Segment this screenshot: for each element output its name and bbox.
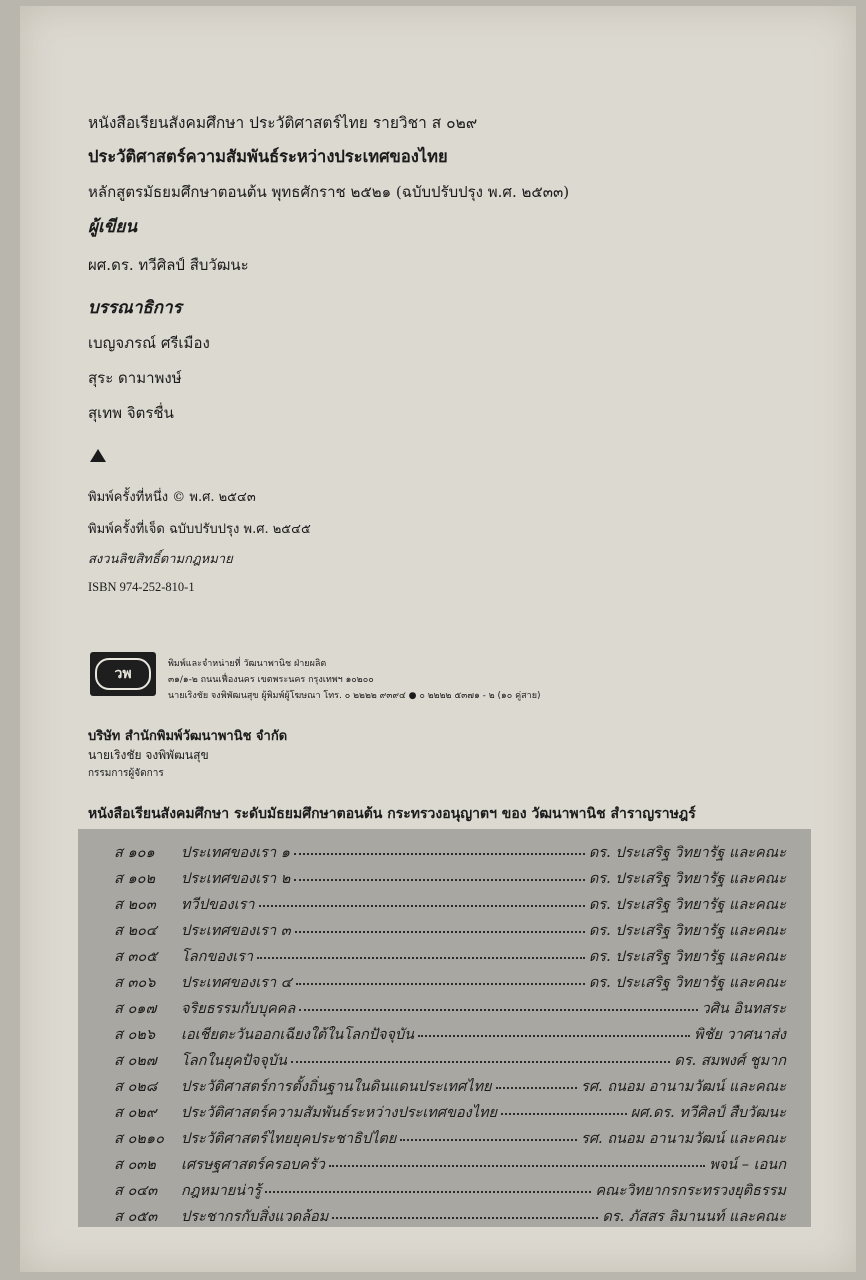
book-author: ดร. ประเสริฐ วิทยารัฐ และคณะ: [588, 923, 786, 939]
book-title-item: ประเทศของเรา ๔: [181, 975, 292, 991]
editor-name: สุระ ดามาพงษ์: [88, 369, 182, 387]
printer-address: ๓๑/๑-๒ ถนนเฟื่องนคร เขตพระนคร กรุงเทพฯ ๑๐๒๐๐: [168, 675, 374, 685]
list-item: [78, 1097, 811, 1123]
book-author: ดร. ประเสริฐ วิทยารัฐ และคณะ: [588, 949, 786, 965]
book-author: พิชัย วาศนาส่ง: [694, 1027, 786, 1043]
leader-dots: [294, 853, 585, 855]
book-page: [20, 6, 856, 1272]
book-title: ประวัติศาสตร์ความสัมพันธ์ระหว่างประเทศของไทย: [88, 147, 448, 166]
book-author: รศ. ถนอม อานามวัฒน์ และคณะ: [581, 1079, 786, 1095]
book-author: ดร. ประเสริฐ วิทยารัฐ และคณะ: [588, 897, 786, 913]
book-title-item: ประวัติศาสตร์ความสัมพันธ์ระหว่างประเทศของไทย: [181, 1105, 498, 1121]
list-item: [78, 863, 811, 889]
printer-line: พิมพ์และจำหน่ายที่ วัฒนาพานิช ฝ่ายผลิต: [168, 659, 327, 669]
company-person: นายเริงชัย จงพิพัฒนสุข: [88, 748, 209, 762]
triangle-icon: [90, 449, 106, 462]
book-code: ส ๑๐๒: [114, 871, 156, 887]
list-item: [78, 915, 811, 941]
leader-dots: [501, 1113, 627, 1115]
book-list: [78, 829, 811, 1227]
book-code: ส ๐๒๙: [114, 1105, 157, 1121]
book-code: ส ๓๐๖: [114, 975, 156, 991]
book-title-item: โลกของเรา: [181, 949, 254, 965]
book-author: พจน์ – เอนก: [709, 1157, 786, 1173]
book-author: ดร. ประเสริฐ วิทยารัฐ และคณะ: [588, 845, 786, 861]
book-code: ส ๑๐๑: [114, 845, 155, 861]
list-item: [78, 1019, 811, 1045]
leader-dots: [257, 957, 585, 959]
book-code: ส ๐๔๓: [114, 1183, 158, 1199]
book-author: ดร. ภัสสร ลิมานนท์ และคณะ: [602, 1209, 786, 1225]
company-name: บริษัท สำนักพิมพ์วัฒนาพานิช จำกัด: [88, 729, 288, 744]
book-code: ส ๐๑๗: [114, 1001, 157, 1017]
book-title-item: ทวีปของเรา: [181, 897, 255, 913]
book-title-item: ประเทศของเรา ๑: [181, 845, 290, 861]
book-title-item: ประชากรกับสิ่งแวดล้อม: [181, 1209, 329, 1225]
book-code: ส ๐๒๖: [114, 1027, 156, 1043]
leader-dots: [291, 1061, 670, 1063]
book-code: ส ๐๕๓: [114, 1209, 158, 1225]
list-item: [78, 889, 811, 915]
book-title-item: ประวัติศาสตร์การตั้งถิ่นฐานในดินแดนประเทศไทย: [181, 1079, 492, 1095]
book-title-item: กฎหมายน่ารู้: [181, 1183, 262, 1199]
list-item: [78, 941, 811, 967]
list-item: [78, 1071, 811, 1097]
list-item: [78, 1149, 811, 1175]
list-item: [78, 837, 811, 863]
book-author: ดร. สมพงศ์ ชูมาก: [674, 1053, 786, 1069]
book-author: รศ. ถนอม อานามวัฒน์ และคณะ: [581, 1131, 786, 1147]
publisher-logo-mark: วพ: [95, 658, 151, 690]
editor-heading: บรรณาธิการ: [88, 298, 182, 318]
seventh-print: พิมพ์ครั้งที่เจ็ด ฉบับปรับปรุง พ.ศ. ๒๕๔๕: [88, 522, 311, 537]
author-name: ผศ.ดร. ทวีศิลป์ สืบวัฒนะ: [88, 256, 249, 274]
leader-dots: [496, 1087, 577, 1089]
editor-name: เบญจภรณ์ ศรีเมือง: [88, 334, 210, 352]
author-heading: ผู้เขียน: [88, 217, 137, 237]
rights-notice: สงวนลิขสิทธิ์ตามกฎหมาย: [88, 552, 233, 567]
book-author: ผศ.ดร. ทวีศิลป์ สืบวัฒนะ: [630, 1105, 786, 1121]
book-author: ดร. ประเสริฐ วิทยารัฐ และคณะ: [588, 975, 786, 991]
list-item: [78, 993, 811, 1019]
book-code: ส ๐๒๘: [114, 1079, 158, 1095]
leader-dots: [332, 1217, 598, 1219]
book-code: ส ๐๒๗: [114, 1053, 157, 1069]
book-code: ส ๒๐๓: [114, 897, 156, 913]
book-author: คณะวิทยากรกระทรวงยุติธรรม: [595, 1183, 786, 1199]
book-title-item: เศรษฐศาสตร์ครอบครัว: [181, 1157, 325, 1173]
editor-name: สุเทพ จิตรชื่น: [88, 404, 174, 422]
isbn: ISBN 974-252-810-1: [88, 580, 195, 594]
leader-dots: [265, 1191, 591, 1193]
book-code: ส ๐๒๑๐: [114, 1131, 164, 1147]
list-item: [78, 967, 811, 993]
leader-dots: [296, 983, 585, 985]
list-item: [78, 1201, 811, 1227]
book-title-item: ประเทศของเรา ๓: [181, 923, 291, 939]
book-title-item: เอเชียตะวันออกเฉียงใต้ในโลกปัจจุบัน: [181, 1027, 415, 1043]
list-item: [78, 1123, 811, 1149]
leader-dots: [329, 1165, 705, 1167]
leader-dots: [299, 1009, 698, 1011]
leader-dots: [400, 1139, 577, 1141]
publisher-logo: [90, 652, 156, 696]
leader-dots: [295, 931, 585, 933]
book-author: วศิน อินทสระ: [701, 1001, 786, 1017]
leader-dots: [418, 1035, 690, 1037]
printer-contact: นายเริงชัย จงพิพัฒนสุข ผู้พิมพ์ผู้โฆษณา โทร. ๐ ๒๒๒๒ ๙๓๙๔ ● ๐ ๒๒๒๒ ๕๓๗๑ - ๒ (๑๐ คู่สาย): [168, 691, 541, 701]
book-code: ส ๓๐๕: [114, 949, 158, 965]
list-item: [78, 1045, 811, 1071]
series-line: หนังสือเรียนสังคมศึกษา ประวัติศาสตร์ไทย รายวิชา ส ๐๒๙: [88, 114, 478, 132]
leader-dots: [294, 879, 585, 881]
book-code: ส ๐๓๒: [114, 1157, 156, 1173]
book-title-item: ประเทศของเรา ๒: [181, 871, 291, 887]
book-list-heading: หนังสือเรียนสังคมศึกษา ระดับมัธยมศึกษาตอนต้น กระทรวงอนุญาตฯ ของ วัฒนาพานิช สำราญราษฎร์: [88, 806, 696, 822]
book-title-item: จริยธรรมกับบุคคล: [181, 1001, 296, 1017]
leader-dots: [259, 905, 585, 907]
book-title-item: ประวัติศาสตร์ไทยยุคประชาธิปไตย: [181, 1131, 397, 1147]
company-role: กรรมการผู้จัดการ: [88, 768, 164, 779]
book-author: ดร. ประเสริฐ วิทยารัฐ และคณะ: [588, 871, 786, 887]
book-title-item: โลกในยุคปัจจุบัน: [181, 1053, 287, 1069]
book-code: ส ๒๐๔: [114, 923, 157, 939]
curriculum-line: หลักสูตรมัธยมศึกษาตอนต้น พุทธศักราช ๒๕๒๑ (ฉบับปรับปรุง พ.ศ. ๒๕๓๓): [88, 183, 570, 201]
list-item: [78, 1175, 811, 1201]
first-print: พิมพ์ครั้งที่หนึ่ง © พ.ศ. ๒๕๔๓: [88, 490, 256, 505]
